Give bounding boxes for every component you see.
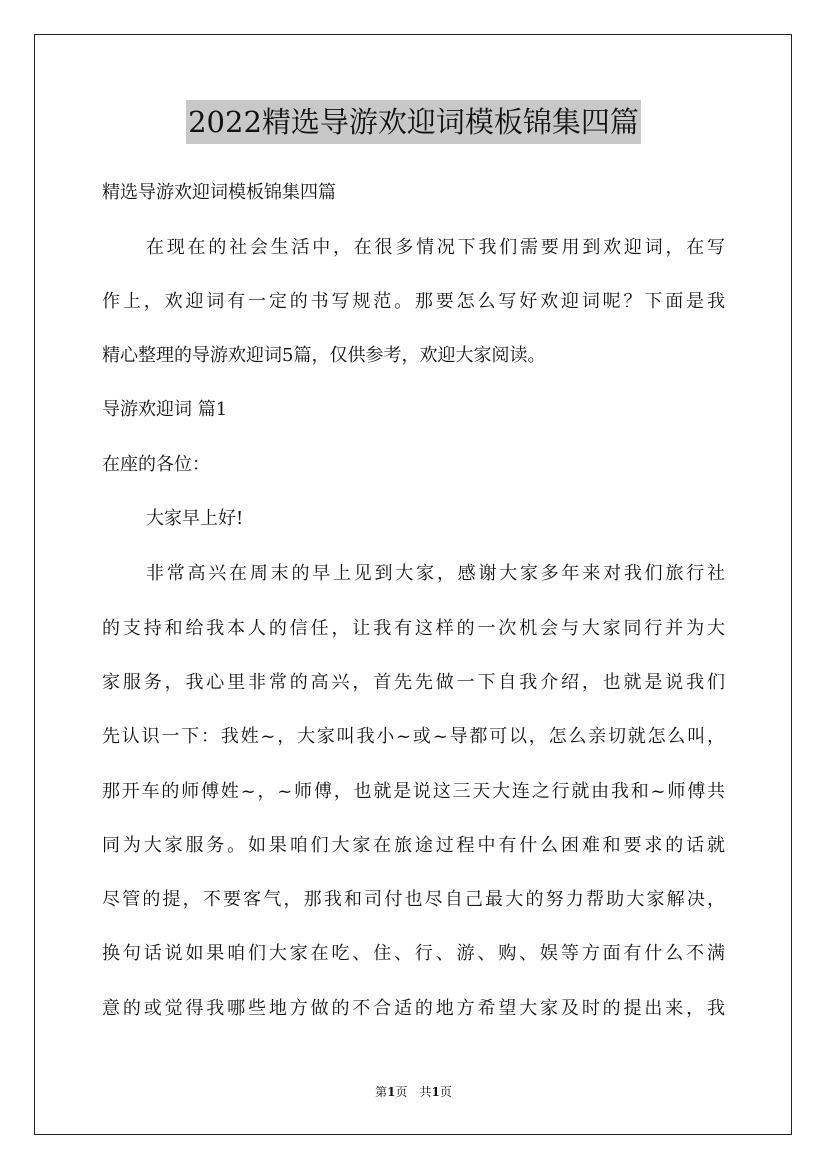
intro-line: 在现在的社会生活中，在很多情况下我们需要用到欢迎词，在写 [146, 237, 725, 258]
body-line: 同为大家服务。如果咱们大家在旅途过程中有什么困难和要求的话就 [102, 835, 725, 856]
body-line: 非常高兴在周末的早上见到大家，感谢大家多年来对我们旅行社 [146, 563, 725, 584]
body-line: 换句话说如果咱们大家在吃、住、行、游、购、娱等方面有什么不满 [102, 943, 725, 964]
body-line: 意的或觉得我哪些地方做的不合适的地方希望大家及时的提出来，我 [102, 998, 725, 1019]
greeting: 大家早上好! [146, 508, 244, 529]
footer-mid: 页 共 [395, 1085, 432, 1099]
body-line: 先认识一下：我姓~，大家叫我小~或~导都可以，怎么亲切就怎么叫， [102, 726, 725, 747]
subtitle: 精选导游欢迎词模板锦集四篇 [102, 182, 336, 203]
intro-line: 精心整理的导游欢迎词5篇，仅供参考，欢迎大家阅读。 [102, 345, 546, 366]
footer-page-total: 1 [431, 1085, 440, 1099]
body-line: 家服务，我心里非常的高兴，首先先做一下自我介绍，也就是说我们 [102, 672, 725, 693]
page-footer [0, 1083, 827, 1100]
intro-line: 作上，欢迎词有一定的书写规范。那要怎么写好欢迎词呢？下面是我 [102, 291, 725, 312]
footer-suffix: 页 [439, 1085, 452, 1099]
salutation: 在座的各位： [102, 454, 210, 475]
body-line: 那开车的师傅姓~，~师傅，也就是说这三天大连之行就由我和~师傅共 [102, 781, 725, 802]
title-container [0, 100, 827, 144]
body-line: 的支持和给我本人的信任，让我有这样的一次机会与大家同行并为大 [102, 618, 725, 639]
footer-page-number: 1 [387, 1085, 396, 1099]
document-title: 2022精选导游欢迎词模板锦集四篇 [186, 100, 641, 144]
footer-prefix: 第 [375, 1085, 388, 1099]
body-line: 尽管的提，不要客气，那我和司付也尽自己最大的努力帮助大家解决， [102, 889, 725, 910]
section-heading: 导游欢迎词 篇1 [102, 399, 228, 420]
